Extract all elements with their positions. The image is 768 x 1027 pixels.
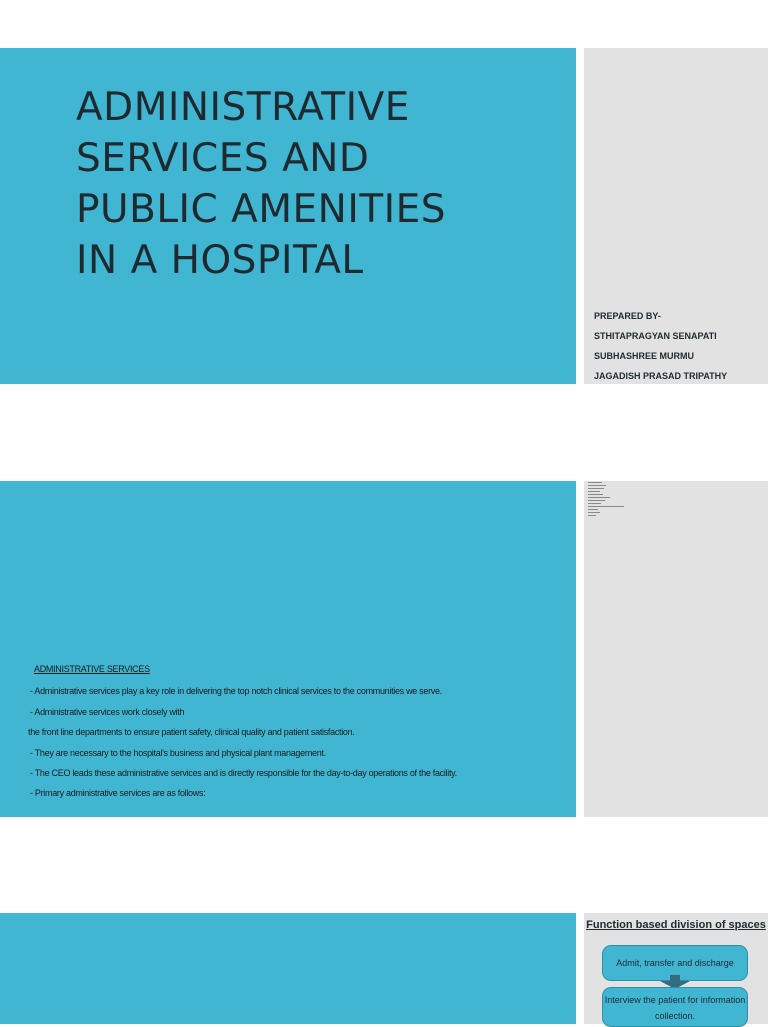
title-line: PUBLIC AMENITIES xyxy=(76,187,447,232)
credits-list xyxy=(594,306,727,386)
bullet-line: - Administrative services work closely with xyxy=(30,707,185,717)
section-heading: ADMINISTRATIVE SERVICES xyxy=(34,664,150,674)
slide-title xyxy=(0,48,768,384)
bullet-line: - The CEO leads these administrative services and is directly responsible for the day-to-day operations of the facility. xyxy=(30,768,457,778)
side-panel xyxy=(584,481,768,817)
bullet-line: the front line departments to ensure patient safety, clinical quality and patient satisfaction. xyxy=(28,727,355,737)
slide-function-division xyxy=(0,913,768,1024)
flowchart-title: Function based division of spaces xyxy=(586,919,766,931)
page-title xyxy=(76,82,556,286)
tiny-outline-text xyxy=(588,481,648,527)
author-name: STHITAPRAGYAN SENAPATI xyxy=(594,331,717,341)
title-line: IN A HOSPITAL xyxy=(76,238,364,283)
title-line: ADMINISTRATIVE xyxy=(76,85,410,130)
author-name: JAGADISH PRASAD TRIPATHY xyxy=(594,371,728,381)
credits-panel xyxy=(584,48,768,384)
title-panel xyxy=(0,48,576,384)
bullet-line: - They are necessary to the hospital's business and physical plant management. xyxy=(30,748,326,758)
title-line: SERVICES AND xyxy=(76,136,370,181)
slide-administrative-services xyxy=(0,481,768,817)
flow-step: Interview the patient for information collection. xyxy=(602,987,748,1027)
content-panel xyxy=(0,913,576,1024)
flow-step: Admit, transfer and discharge xyxy=(602,945,748,981)
bullet-line: - Primary administrative services are as follows: xyxy=(30,788,206,798)
bullet-line: - Administrative services play a key role in delivering the top notch clinical services to the communities we serve. xyxy=(30,686,442,696)
author-name: SUBHASHREE MURMU xyxy=(594,351,695,361)
flowchart-panel xyxy=(584,913,768,1024)
prepared-by-label: PREPARED BY- xyxy=(594,311,661,321)
content-panel xyxy=(0,481,576,817)
